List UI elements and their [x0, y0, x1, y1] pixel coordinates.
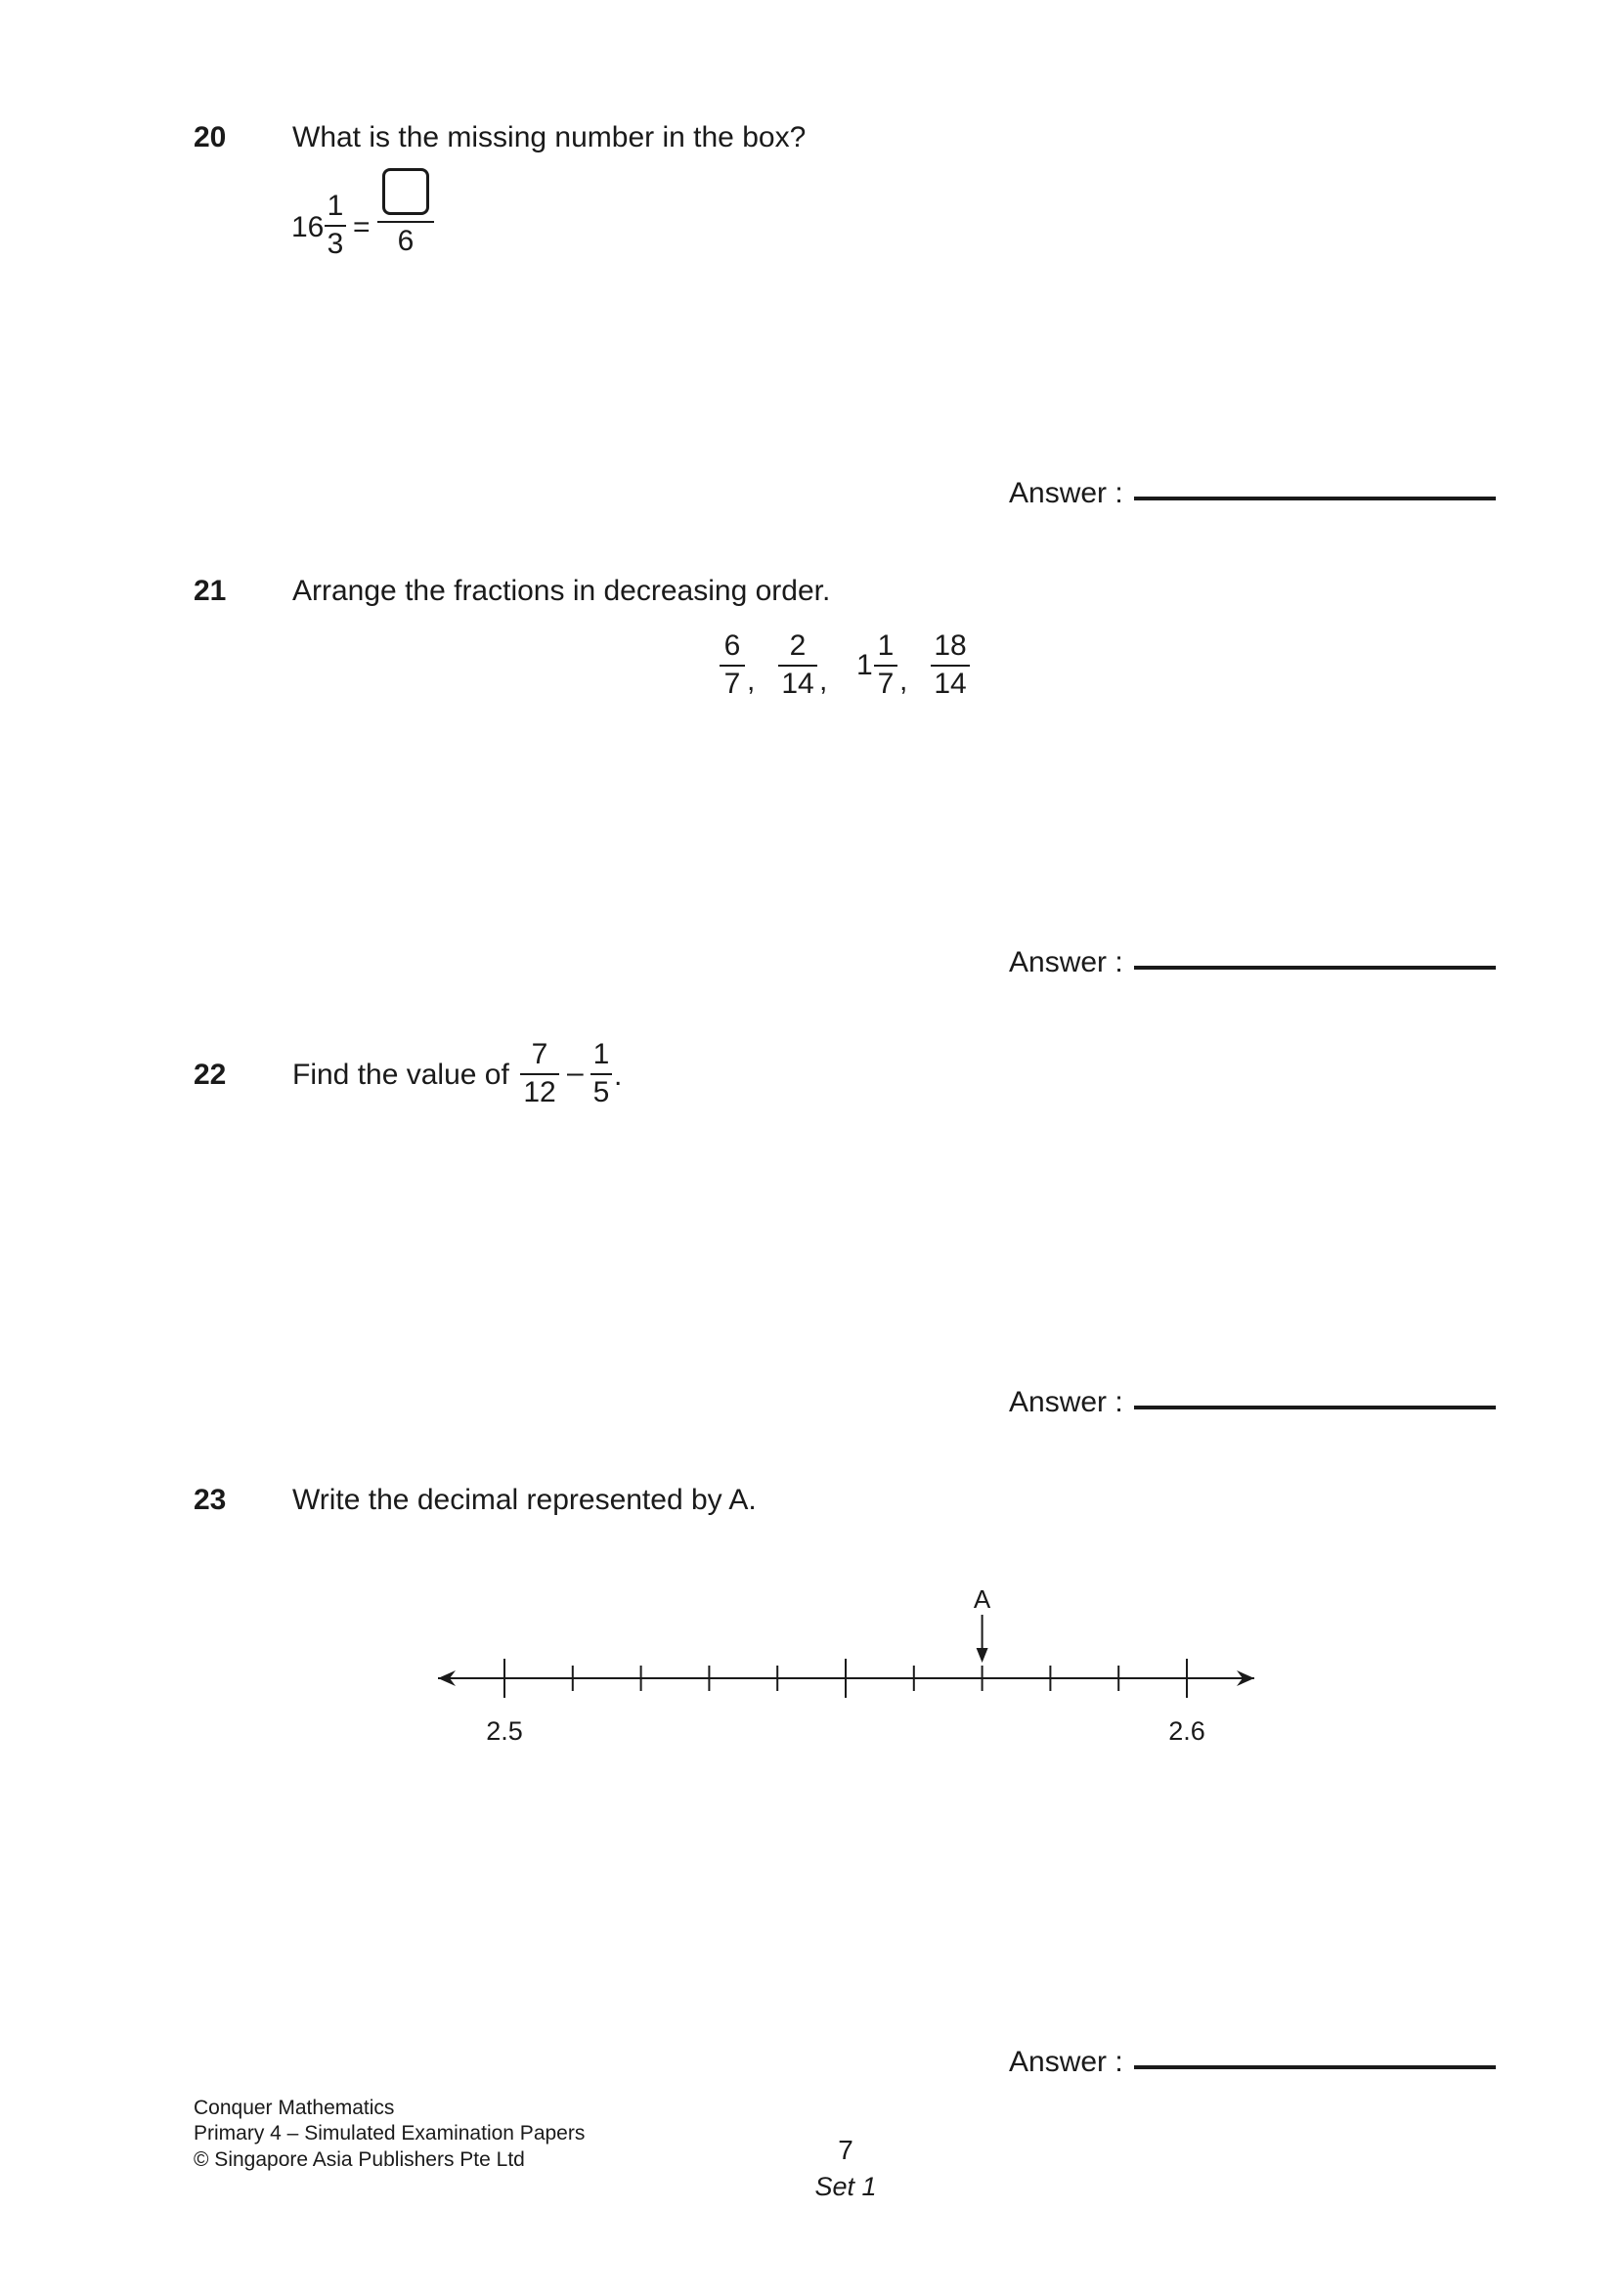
minus-sign: – [567, 1057, 584, 1089]
question-21-number: 21 [194, 575, 227, 607]
fraction-denominator: 5 [592, 1076, 610, 1108]
fraction-denominator: 14 [934, 668, 967, 700]
down-arrow-icon [977, 1648, 988, 1663]
question-20-number: 20 [194, 121, 227, 153]
fraction-separator: , [819, 665, 828, 697]
question-20-text: What is the missing number in the box? [292, 121, 807, 153]
answer-label-23: Answer : [1009, 2046, 1123, 2078]
fraction-denominator: 7 [723, 668, 741, 700]
fraction-denominator: 14 [781, 668, 814, 700]
fraction-separator: , [899, 665, 908, 697]
question-22-number: 22 [194, 1059, 227, 1091]
fraction-numerator: 1 [877, 629, 895, 662]
fraction-numerator: 1 [592, 1038, 610, 1070]
equals-sign: = [353, 211, 371, 243]
question-22-text: Find the value of [292, 1059, 509, 1091]
mixed-number-whole: 16 [291, 211, 325, 243]
fraction-denominator: 6 [397, 225, 415, 257]
fraction-numerator: 18 [934, 629, 967, 662]
fraction-numerator: 7 [531, 1038, 548, 1070]
answer-label-20: Answer : [1009, 477, 1123, 509]
mixed-number-whole: 1 [856, 649, 873, 681]
answer-line-23[interactable] [1134, 2065, 1496, 2069]
number-line-group [438, 1584, 1254, 1746]
answer-label-21: Answer : [1009, 946, 1123, 978]
question-21-text: Arrange the fractions in decreasing order. [292, 575, 831, 607]
fraction-numerator: 1 [327, 190, 344, 222]
footer-publisher-info [194, 2096, 585, 2173]
page-number: 7 [838, 2135, 853, 2165]
set-label: Set 1 [814, 2172, 877, 2201]
footer-book-title: Conquer Mathematics [194, 2097, 395, 2119]
footer-copyright: © Singapore Asia Publishers Pte Ltd [194, 2147, 525, 2171]
fraction-numerator: 6 [723, 629, 741, 662]
footer-book-subtitle: Primary 4 – Simulated Examination Papers [194, 2122, 586, 2145]
fraction-numerator: 2 [789, 629, 807, 662]
fraction-denominator: 7 [877, 668, 895, 700]
marker-a [974, 1584, 991, 1663]
fraction-separator: , [747, 665, 756, 697]
question-23-number: 23 [194, 1484, 227, 1516]
answer-label-22: Answer : [1009, 1386, 1123, 1418]
fraction-denominator: 3 [327, 228, 344, 260]
number-line-end-label: 2.6 [1168, 1716, 1205, 1746]
number-line-start-label: 2.5 [486, 1716, 523, 1746]
fraction-denominator: 12 [523, 1076, 556, 1108]
question-23-text: Write the decimal represented by A. [292, 1484, 757, 1516]
marker-label: A [973, 1584, 991, 1614]
period: . [614, 1060, 623, 1092]
